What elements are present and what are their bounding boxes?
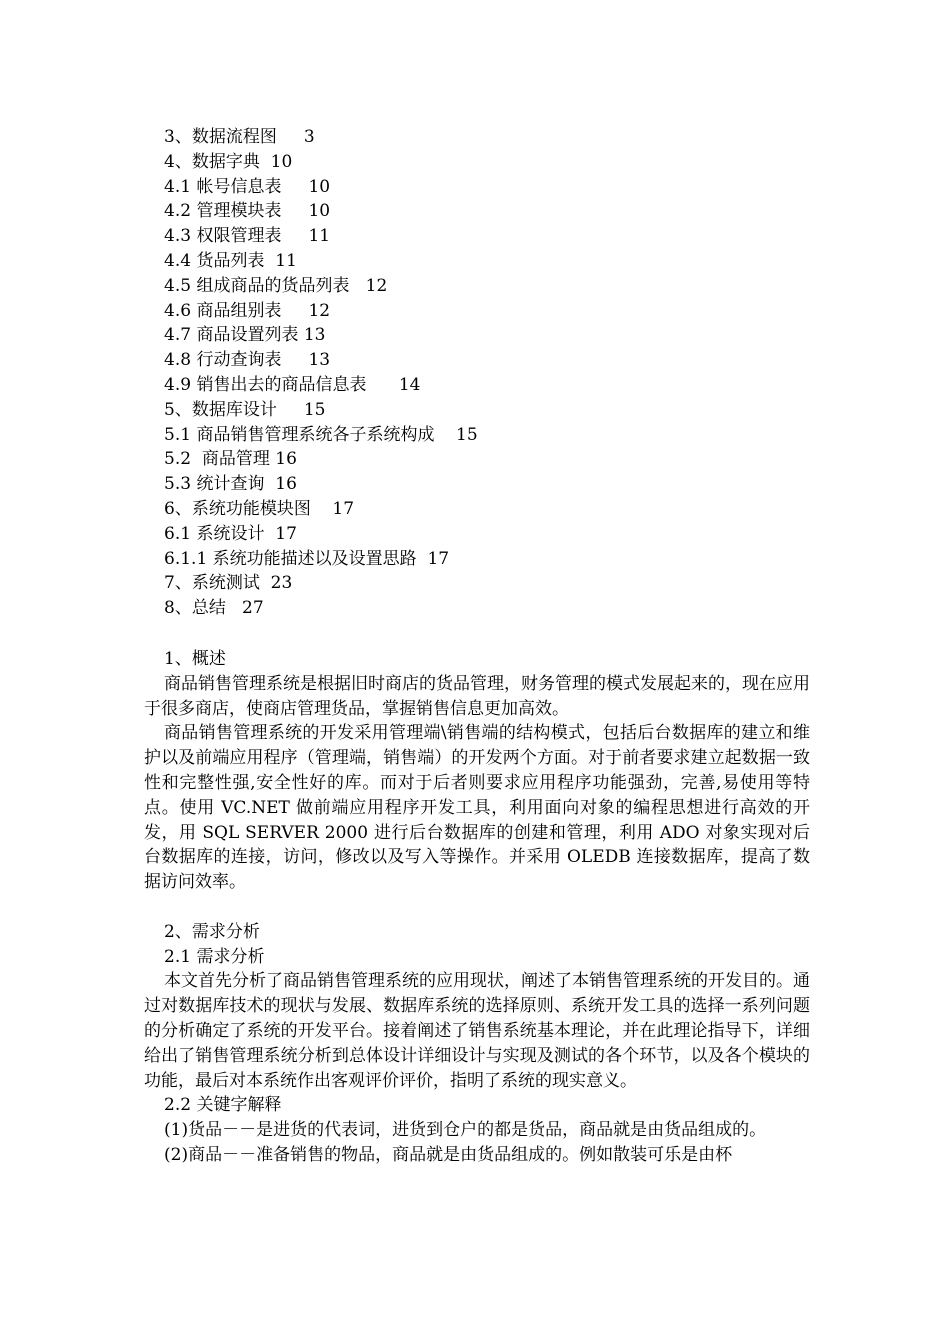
toc-entry: 4.9 销售出去的商品信息表 14 (164, 374, 421, 395)
definition-item: (2)商品－－准备销售的物品，商品就是由货品组成的。例如散装可乐是由杯 (164, 1144, 733, 1165)
toc-entry: 4.8 行动查询表 13 (164, 350, 331, 371)
paragraph: 商品销售管理系统是根据旧时商店的货品管理，财务管理的模式发展起来的，现在应用于很多商店，使商店管理货品，掌握销售信息更加高效。 (144, 673, 810, 719)
definition-item: (1)货品－－是进货的代表词，进货到仓户的都是货品，商品就是由货品组成的。 (164, 1120, 767, 1141)
toc-entry: 4.7 商品设置列表 13 (164, 325, 326, 346)
blank-line (144, 895, 810, 920)
section-heading-overview: 1、概述 (164, 649, 226, 669)
toc-entry: 4、数据字典 10 (164, 151, 293, 172)
toc-entry: 4.2 管理模块表 10 (164, 201, 331, 222)
toc-entry: 4.1 帐号信息表 10 (164, 176, 331, 197)
subsection-heading: 2.2 关键字解释 (164, 1095, 282, 1116)
document-body (144, 647, 810, 1168)
toc-entry: 3、数据流程图 3 (164, 127, 315, 147)
section-heading-requirements: 2、需求分析 (164, 921, 260, 942)
toc-entry: 5、数据库设计 15 (164, 399, 326, 420)
toc-entry: 4.4 货品列表 11 (164, 250, 297, 271)
toc-entry: 6.1.1 系统功能描述以及设置思路 17 (164, 548, 450, 569)
toc-entry: 5.3 统计查询 16 (164, 474, 297, 495)
paragraph: 本文首先分析了商品销售管理系统的应用现状，阐述了本销售管理系统的开发目的。通过对数据库技术的现状与发展、数据库系统的选择原则、系统开发工具的选择一系列问题的分析确定了系统的开发平台。接着阐述了销售系统基本理论，并在此理论指导下，详细给出了销售管理系统分析到总体设计详细设计与实现及测试的各个环节，以及各个模块的功能，最后对本系统作出客观评价评价，指明了系统的现实意义。 (144, 971, 810, 1091)
toc-entry: 5.2 商品管理 16 (164, 449, 297, 470)
toc-entry: 6.1 系统设计 17 (164, 523, 297, 544)
paragraph: 商品销售管理系统的开发采用管理端\销售端的结构模式，包括后台数据库的建立和维护以及前端应用程序（管理端，销售端）的开发两个方面。对于前者要求建立起数据一致性和完整性强,安全性好的库。而对于后者则要求应用程序功能强劲，完善,易使用等特点。使用 VC.NET 做前端应用程序开发工具，利用面向对象的编程思想进行高效的开发，用 SQL SERVER 2000 进行后台数据库的创建和管理，利用 ADO 对象实现对后台数据库的连接，访问，修改以及写入等操作。并采用 OLEDB 连接数据库，提高了数据访问效率。 (144, 723, 810, 893)
toc-entry: 7、系统测试 23 (164, 573, 293, 594)
toc-entry: 5.1 商品销售管理系统各子系统构成 15 (164, 424, 478, 445)
subsection-heading: 2.1 需求分析 (164, 946, 265, 967)
toc-entry: 4.6 商品组别表 12 (164, 300, 331, 321)
toc-entry: 6、系统功能模块图 17 (164, 498, 355, 519)
toc-entry: 8、总结 27 (164, 598, 264, 619)
toc-entry: 4.5 组成商品的货品列表 12 (164, 275, 388, 296)
table-of-contents (164, 125, 478, 621)
toc-entry: 4.3 权限管理表 11 (164, 226, 331, 247)
